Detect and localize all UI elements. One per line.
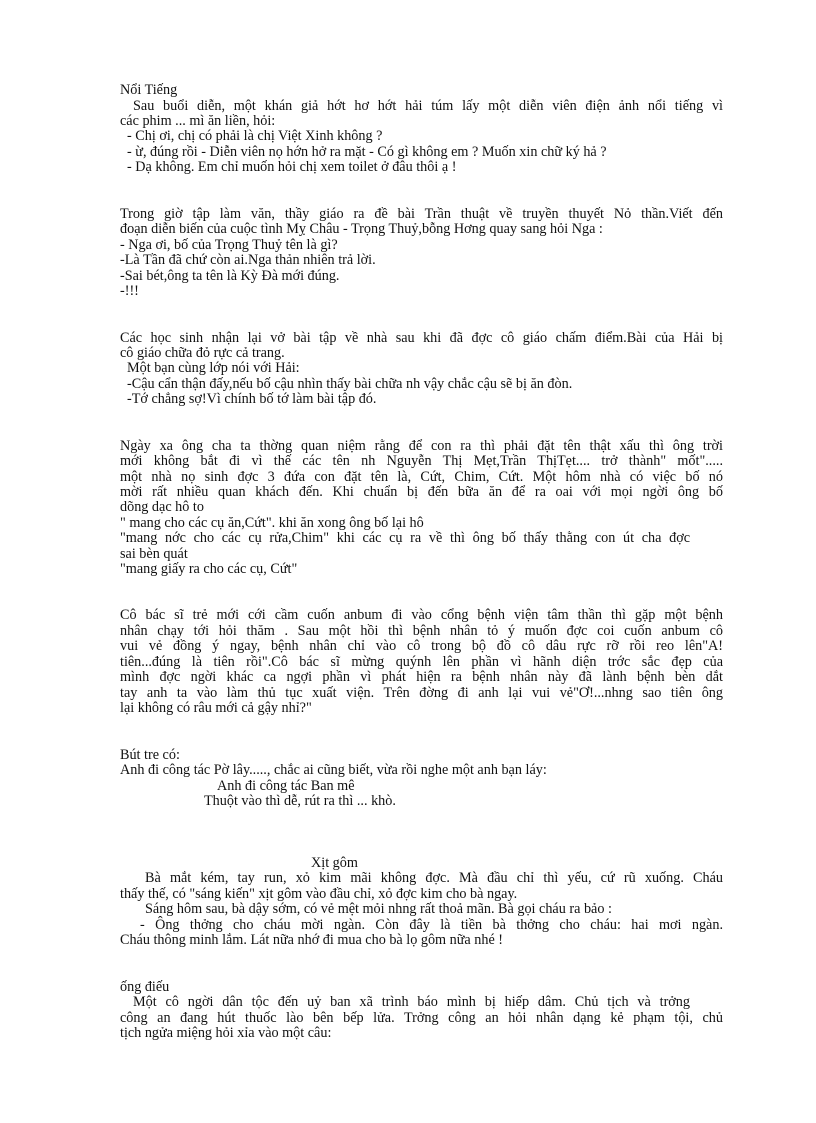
text-line: -Cậu cẩn thận đấy,nếu bố cậu nhìn thấy bài chữa nh vậy chắc cậu sẽ bị ăn đòn. bbox=[127, 376, 573, 392]
poem-line: Thuột vào thì dễ, rút ra thì ... khò. bbox=[204, 793, 396, 809]
text-line: Bà mắt kém, tay run, xỏ kim mãi không đợc. Mà đầu chỉ thì yếu, cứ rũ xuống. Cháu bbox=[145, 870, 723, 886]
story-title: Bút tre có: bbox=[120, 747, 180, 763]
text-line: vui vẻ đồng ý ngay, bệnh nhân chỉ vào cô trong bộ đồ cô dâu rực rỡ rồi reo lên"A! bbox=[120, 638, 723, 654]
text-line: mới không bắt đi vì thế các tên nh Nguyễn Thị Mẹt,Trần ThịTẹt.... trở thành" mốt"..... bbox=[120, 453, 723, 469]
text-line: nhân chạy tới hỏi thăm . Sau một hồi thì bệnh nhân tỏ ý muốn đợc coi cuốn anbum cô bbox=[120, 623, 723, 639]
text-line: Các học sinh nhận lại vở bài tập về nhà sau khi đã đợc cô giáo chấm điểm.Bài của Hải bị bbox=[120, 330, 723, 346]
text-line: -Tớ chẳng sợ!Vì chính bố tớ làm bài tập đó. bbox=[127, 391, 377, 407]
text-line: - Ông thởng cho cháu mời ngàn. Còn đây là tiền bà thởng cho cháu: hai mơi ngàn. bbox=[140, 917, 723, 933]
text-line: Ngày xa ông cha ta thờng quan niệm rằng để con ra thì phải đặt tên thật xấu thì ông trời bbox=[120, 438, 723, 454]
text-line: Một cô ngời dân tộc đến uỷ ban xã trình báo mình bị hiếp dâm. Chủ tịch và trởng bbox=[133, 994, 690, 1010]
text-line: "mang giấy ra cho các cụ, Cứt" bbox=[120, 561, 298, 577]
text-line: cô giáo chữa đỏ rực cả trang. bbox=[120, 345, 285, 361]
story-title: ống điếu bbox=[120, 979, 170, 995]
text-line: - Nga ơi, bố của Trọng Thuỷ tên là gì? bbox=[120, 237, 338, 253]
text-line: Cô bác sĩ trẻ mới cới cầm cuốn anbum đi vào cổng bệnh viện tâm thần thì gặp một bệnh bbox=[120, 607, 723, 623]
text-line: -Là Tần đã chứ còn ai.Nga thản nhiên trả lời. bbox=[120, 252, 376, 268]
text-line: Sáng hôm sau, bà dậy sớm, có vẻ mệt mỏi nhng rất thoả mãn. Bà gọi cháu ra bảo : bbox=[145, 901, 612, 917]
text-line: Sau buổi diễn, một khán giả hớt hơ hớt hải túm lấy một diễn viên điện ảnh nổi tiếng vì bbox=[133, 98, 723, 114]
text-line: dõng dạc hô to bbox=[120, 499, 204, 515]
text-line: "mang nớc cho các cụ rửa,Chim" khi các cụ ra về thì ông bố thấy thằng con út cha đợc bbox=[120, 530, 690, 546]
text-line: lại không có râu mới cả gậy nhỉ?" bbox=[120, 700, 312, 716]
text-line: - ừ, đúng rồi - Diễn viên nọ hớn hở ra mặt - Có gì không em ? Muốn xin chữ ký hả ? bbox=[127, 144, 607, 160]
text-line: đoạn diễn biến của cuộc tình Mỵ Châu - Trọng Thuỷ,bỗng Hơng quay sang hỏi Nga : bbox=[120, 221, 603, 237]
story-title: Nổi Tiếng bbox=[120, 82, 178, 98]
text-line: -Sai bét,ông ta tên là Kỳ Đà mới đúng. bbox=[120, 268, 340, 284]
story-title: Xịt gôm bbox=[311, 855, 358, 871]
text-line: công an đang hút thuốc lào bên bếp lửa. Trởng công an hỏi nhân dạng kẻ phạm tội, chủ bbox=[120, 1010, 723, 1026]
text-line: thấy thế, có "sáng kiến" xịt gôm vào đầu chỉ, xỏ đợc kim cho bà ngay. bbox=[120, 886, 518, 902]
text-line: Trong giờ tập làm văn, thầy giáo ra đề bài Trần thuật về truyền thuyết Nỏ thần.Viết đến bbox=[120, 206, 723, 222]
text-line: mời rất nhiều quan khách đến. Khi chuẩn bị đến bữa ăn để ra oai với mọi ngời ông bố bbox=[120, 484, 723, 500]
text-line: Cháu thông minh lắm. Lát nữa nhớ đi mua cho bà lọ gôm nữa nhé ! bbox=[120, 932, 504, 948]
text-line: tiên...đúng là tiên rồi".Cô bác sĩ mừng quýnh lên phần vì hãnh diện trớc sắc đẹp của bbox=[120, 654, 723, 670]
text-line: sai bèn quát bbox=[120, 546, 188, 562]
text-line: Một bạn cùng lớp nói với Hải: bbox=[127, 360, 300, 376]
text-line: Anh đi công tác Pờ lây....., chắc ai cũng biết, vừa rồi nghe một anh bạn láy: bbox=[120, 762, 547, 778]
text-line: tịch ngửa miệng hỏi xỉa vào một câu: bbox=[120, 1025, 332, 1041]
text-line: - Chị ơi, chị có phải là chị Việt Xinh không ? bbox=[127, 128, 383, 144]
text-line: tay anh ta vào làm thủ tục xuất viện. Trên đờng đi anh lại vui vẻ"Ơ!...nhng sao tiên ông bbox=[120, 685, 723, 701]
text-line: các phim ... mì ăn liền, hỏi: bbox=[120, 113, 276, 129]
text-line: " mang cho các cụ ăn,Cứt". khi ăn xong ông bố lại hô bbox=[120, 515, 424, 531]
poem-line: Anh đi công tác Ban mê bbox=[217, 778, 355, 794]
text-line: - Dạ không. Em chỉ muốn hỏi chị xem toilet ở đâu thôi ạ ! bbox=[127, 159, 457, 175]
text-line: một nhà nọ sinh đợc 3 đứa con đặt tên là, Cứt, Chim, Cứt. Một hôm nhà có việc bố nó bbox=[120, 469, 723, 485]
text-line: mình đợc ngời khác ca ngợi phần vì phát hiện ra bệnh nhân này đã lành bệnh bèn dắt bbox=[120, 669, 723, 685]
text-line: -!!! bbox=[120, 283, 139, 299]
